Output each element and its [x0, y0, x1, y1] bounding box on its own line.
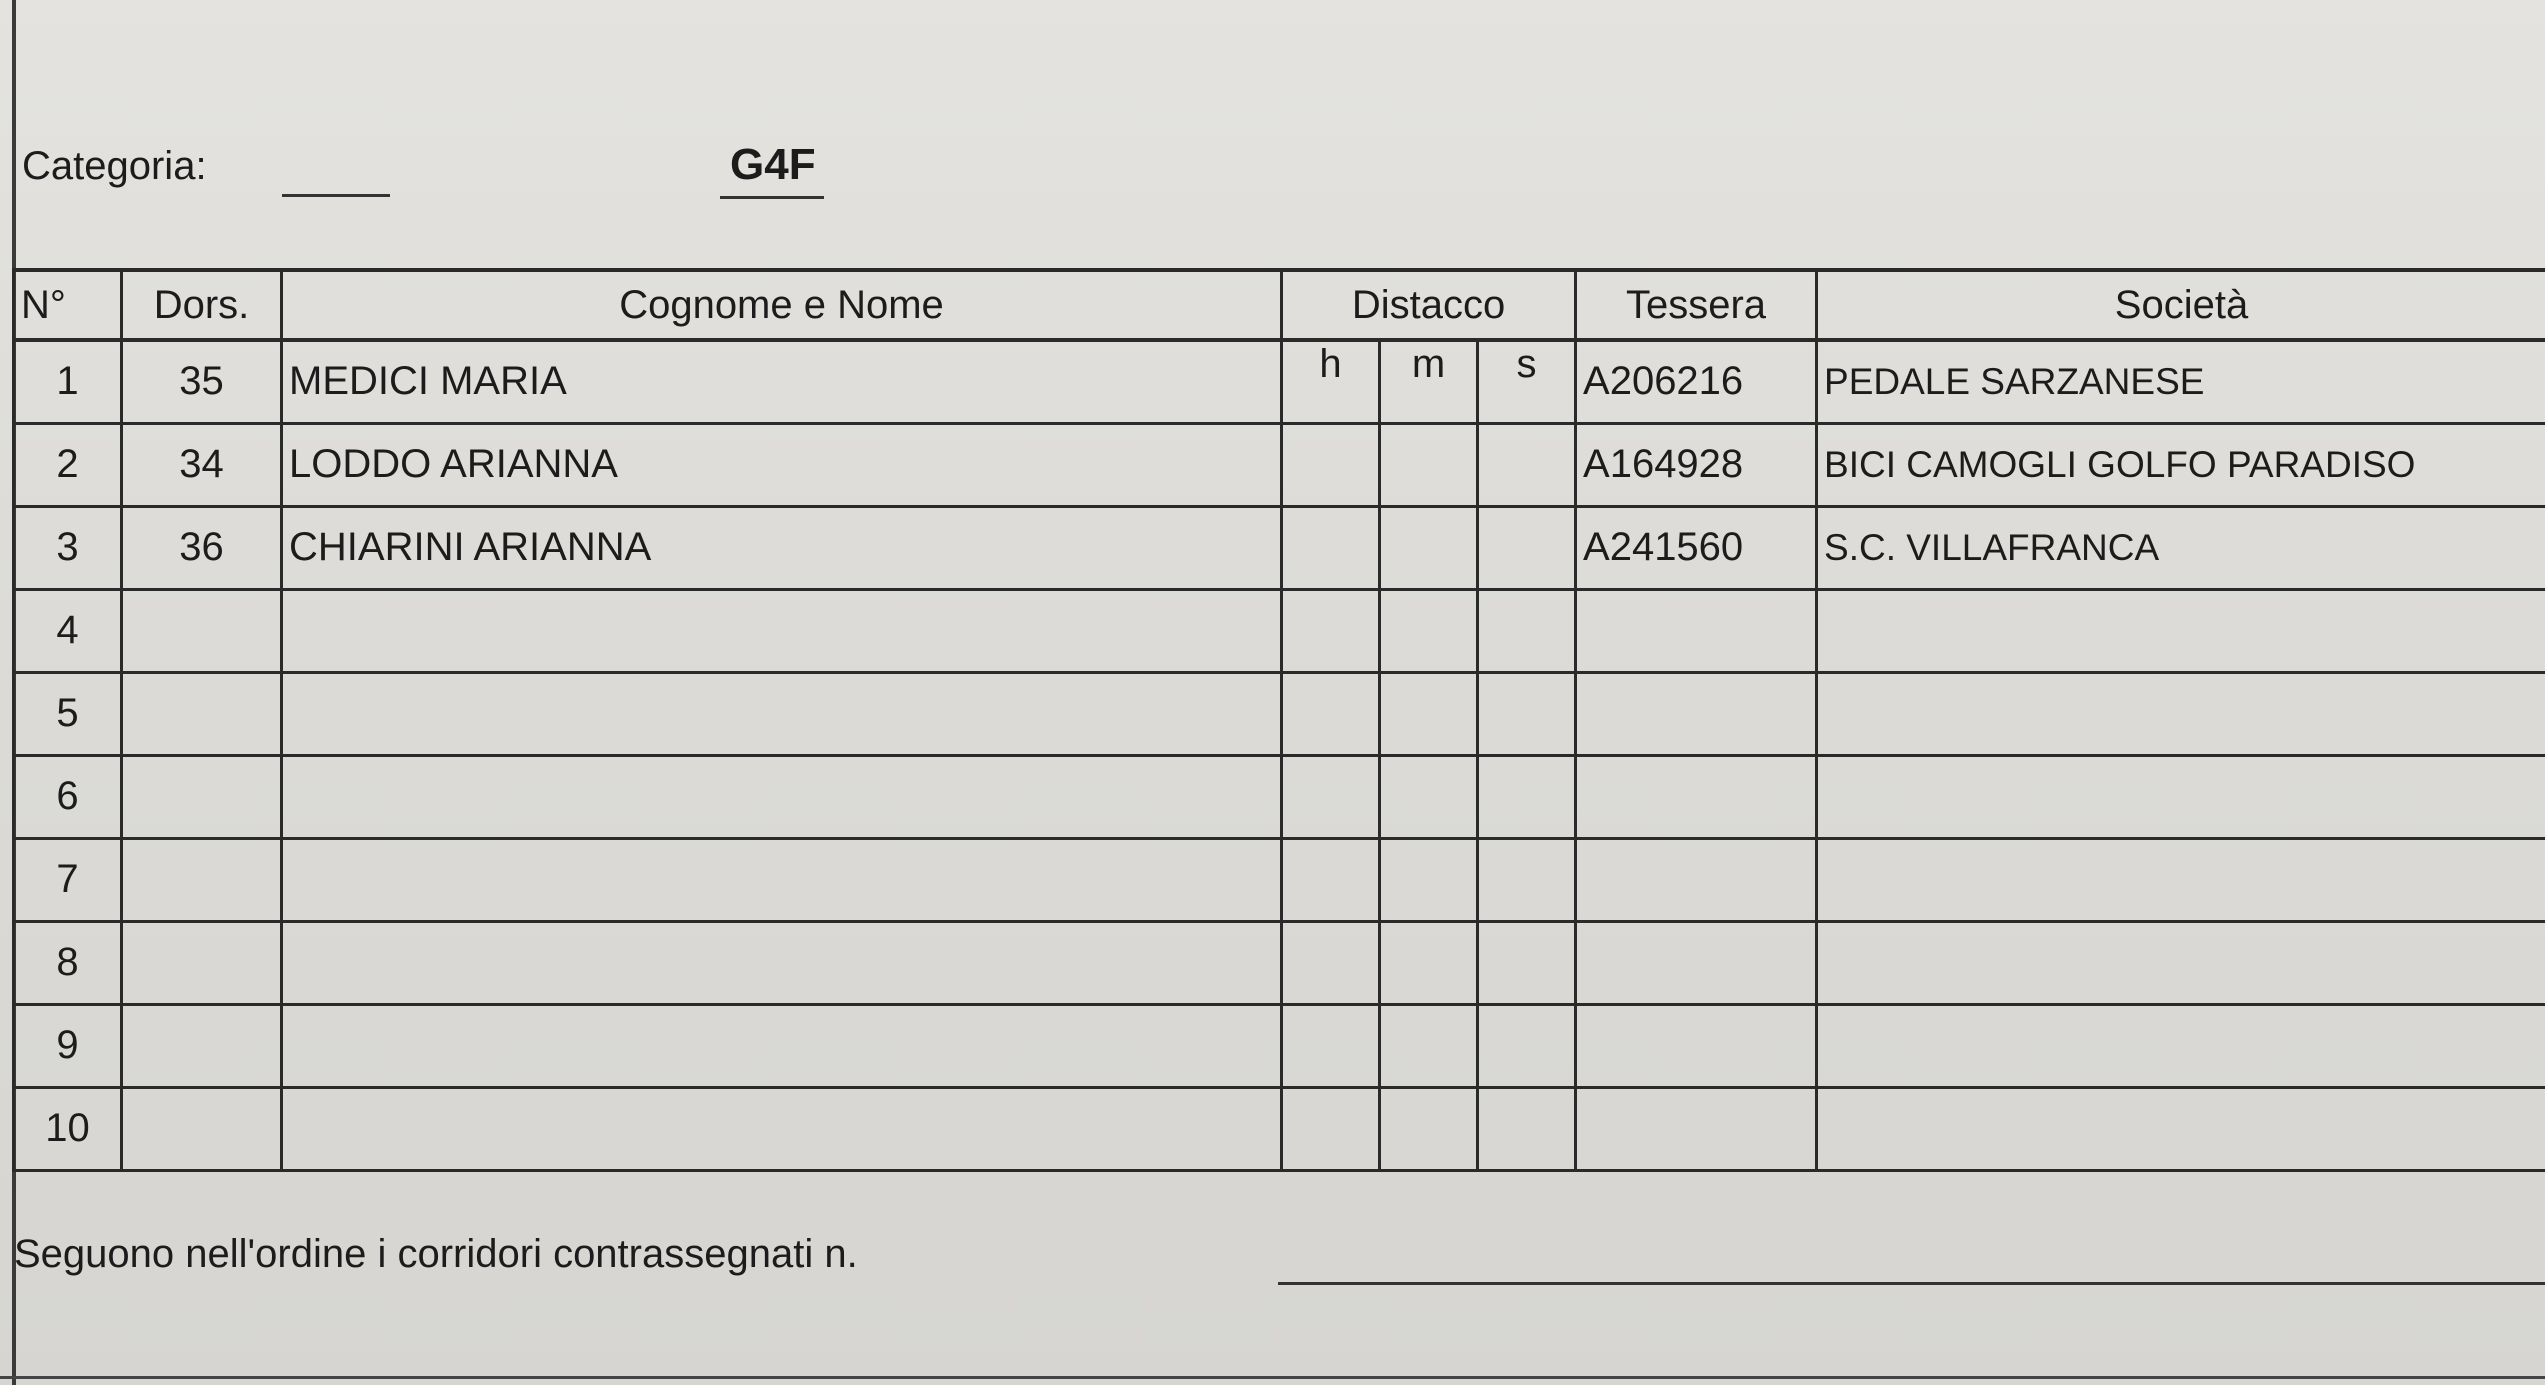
- row-societa: [1817, 921, 2545, 1004]
- row-dors: [122, 755, 282, 838]
- row-dors: [122, 838, 282, 921]
- row-time-s: [1478, 1004, 1576, 1087]
- row-societa: [1817, 1087, 2545, 1170]
- row-societa: [1817, 755, 2545, 838]
- row-number: 10: [14, 1087, 122, 1170]
- row-time-s: [1478, 921, 1576, 1004]
- header-dors: Dors.: [122, 270, 282, 340]
- row-time-s: s: [1478, 340, 1576, 423]
- row-societa: [1817, 672, 2545, 755]
- category-value: G4F: [720, 140, 824, 199]
- row-tessera: [1576, 755, 1817, 838]
- row-time-h: [1282, 755, 1380, 838]
- row-time-m: [1380, 506, 1478, 589]
- table-row: [14, 423, 2545, 506]
- row-name: [282, 755, 1282, 838]
- row-societa: [1817, 838, 2545, 921]
- row-name: LODDO ARIANNA: [282, 423, 1282, 506]
- header-tessera: Tessera: [1576, 270, 1817, 340]
- table-row: [14, 506, 2545, 589]
- row-tessera: A241560: [1576, 506, 1817, 589]
- table-row: [14, 340, 2545, 423]
- row-time-h: h: [1282, 340, 1380, 423]
- row-number: 8: [14, 921, 122, 1004]
- row-time-m: [1380, 921, 1478, 1004]
- row-time-m: [1380, 838, 1478, 921]
- table-row: [14, 672, 2545, 755]
- table-row: [14, 589, 2545, 672]
- row-tessera: [1576, 672, 1817, 755]
- category-blank-line: [282, 194, 390, 197]
- row-number: 2: [14, 423, 122, 506]
- row-time-m: [1380, 423, 1478, 506]
- row-dors: [122, 1004, 282, 1087]
- header-societa: Società: [1817, 270, 2545, 340]
- row-time-m: m: [1380, 340, 1478, 423]
- row-time-h: [1282, 1004, 1380, 1087]
- row-dors: [122, 672, 282, 755]
- row-time-m: [1380, 1087, 1478, 1170]
- row-dors: [122, 921, 282, 1004]
- row-number: 7: [14, 838, 122, 921]
- row-time-h: [1282, 423, 1380, 506]
- row-time-h: [1282, 838, 1380, 921]
- row-time-h: [1282, 1087, 1380, 1170]
- row-time-m: [1380, 755, 1478, 838]
- row-name: [282, 1087, 1282, 1170]
- results-table: [12, 268, 2545, 1172]
- row-tessera: A206216: [1576, 340, 1817, 423]
- row-tessera: [1576, 1004, 1817, 1087]
- row-tessera: [1576, 921, 1817, 1004]
- row-time-m: [1380, 589, 1478, 672]
- row-dors: 34: [122, 423, 282, 506]
- row-dors: [122, 1087, 282, 1170]
- row-societa: BICI CAMOGLI GOLFO PARADISO: [1817, 423, 2545, 506]
- row-time-m: [1380, 1004, 1478, 1087]
- row-societa: S.C. VILLAFRANCA: [1817, 506, 2545, 589]
- row-time-s: [1478, 755, 1576, 838]
- row-tessera: [1576, 1087, 1817, 1170]
- row-number: 1: [14, 340, 122, 423]
- row-societa: [1817, 589, 2545, 672]
- row-dors: 36: [122, 506, 282, 589]
- row-time-h: [1282, 921, 1380, 1004]
- row-time-s: [1478, 838, 1576, 921]
- table-row: [14, 838, 2545, 921]
- sheet-bottom-border: [0, 1376, 2545, 1379]
- row-time-h: [1282, 506, 1380, 589]
- row-time-s: [1478, 1087, 1576, 1170]
- footer-blank-line: [1278, 1282, 2545, 1285]
- table-row: [14, 921, 2545, 1004]
- row-name: MEDICI MARIA: [282, 340, 1282, 423]
- row-dors: 35: [122, 340, 282, 423]
- row-name: [282, 838, 1282, 921]
- footer-note: Seguono nell'ordine i corridori contrassegnati n.: [14, 1232, 858, 1276]
- row-time-s: [1478, 672, 1576, 755]
- row-time-s: [1478, 589, 1576, 672]
- table-row: [14, 755, 2545, 838]
- row-name: CHIARINI ARIANNA: [282, 506, 1282, 589]
- row-tessera: A164928: [1576, 423, 1817, 506]
- table-body: [14, 340, 2545, 1170]
- category-label: Categoria:: [22, 144, 207, 188]
- row-tessera: [1576, 589, 1817, 672]
- row-name: [282, 672, 1282, 755]
- table-row: [14, 1087, 2545, 1170]
- row-societa: [1817, 1004, 2545, 1087]
- header-distacco: Distacco: [1282, 270, 1576, 340]
- row-time-h: [1282, 672, 1380, 755]
- table-row: [14, 1004, 2545, 1087]
- row-number: 6: [14, 755, 122, 838]
- row-time-s: [1478, 423, 1576, 506]
- row-time-s: [1478, 506, 1576, 589]
- row-name: [282, 921, 1282, 1004]
- row-name: [282, 589, 1282, 672]
- row-number: 5: [14, 672, 122, 755]
- header-name: Cognome e Nome: [282, 270, 1282, 340]
- row-tessera: [1576, 838, 1817, 921]
- row-number: 3: [14, 506, 122, 589]
- row-number: 4: [14, 589, 122, 672]
- row-dors: [122, 589, 282, 672]
- header-number: N°: [14, 270, 122, 340]
- table-header-row: [14, 270, 2545, 340]
- row-societa: PEDALE SARZANESE: [1817, 340, 2545, 423]
- row-time-h: [1282, 589, 1380, 672]
- row-name: [282, 1004, 1282, 1087]
- row-number: 9: [14, 1004, 122, 1087]
- row-time-m: [1380, 672, 1478, 755]
